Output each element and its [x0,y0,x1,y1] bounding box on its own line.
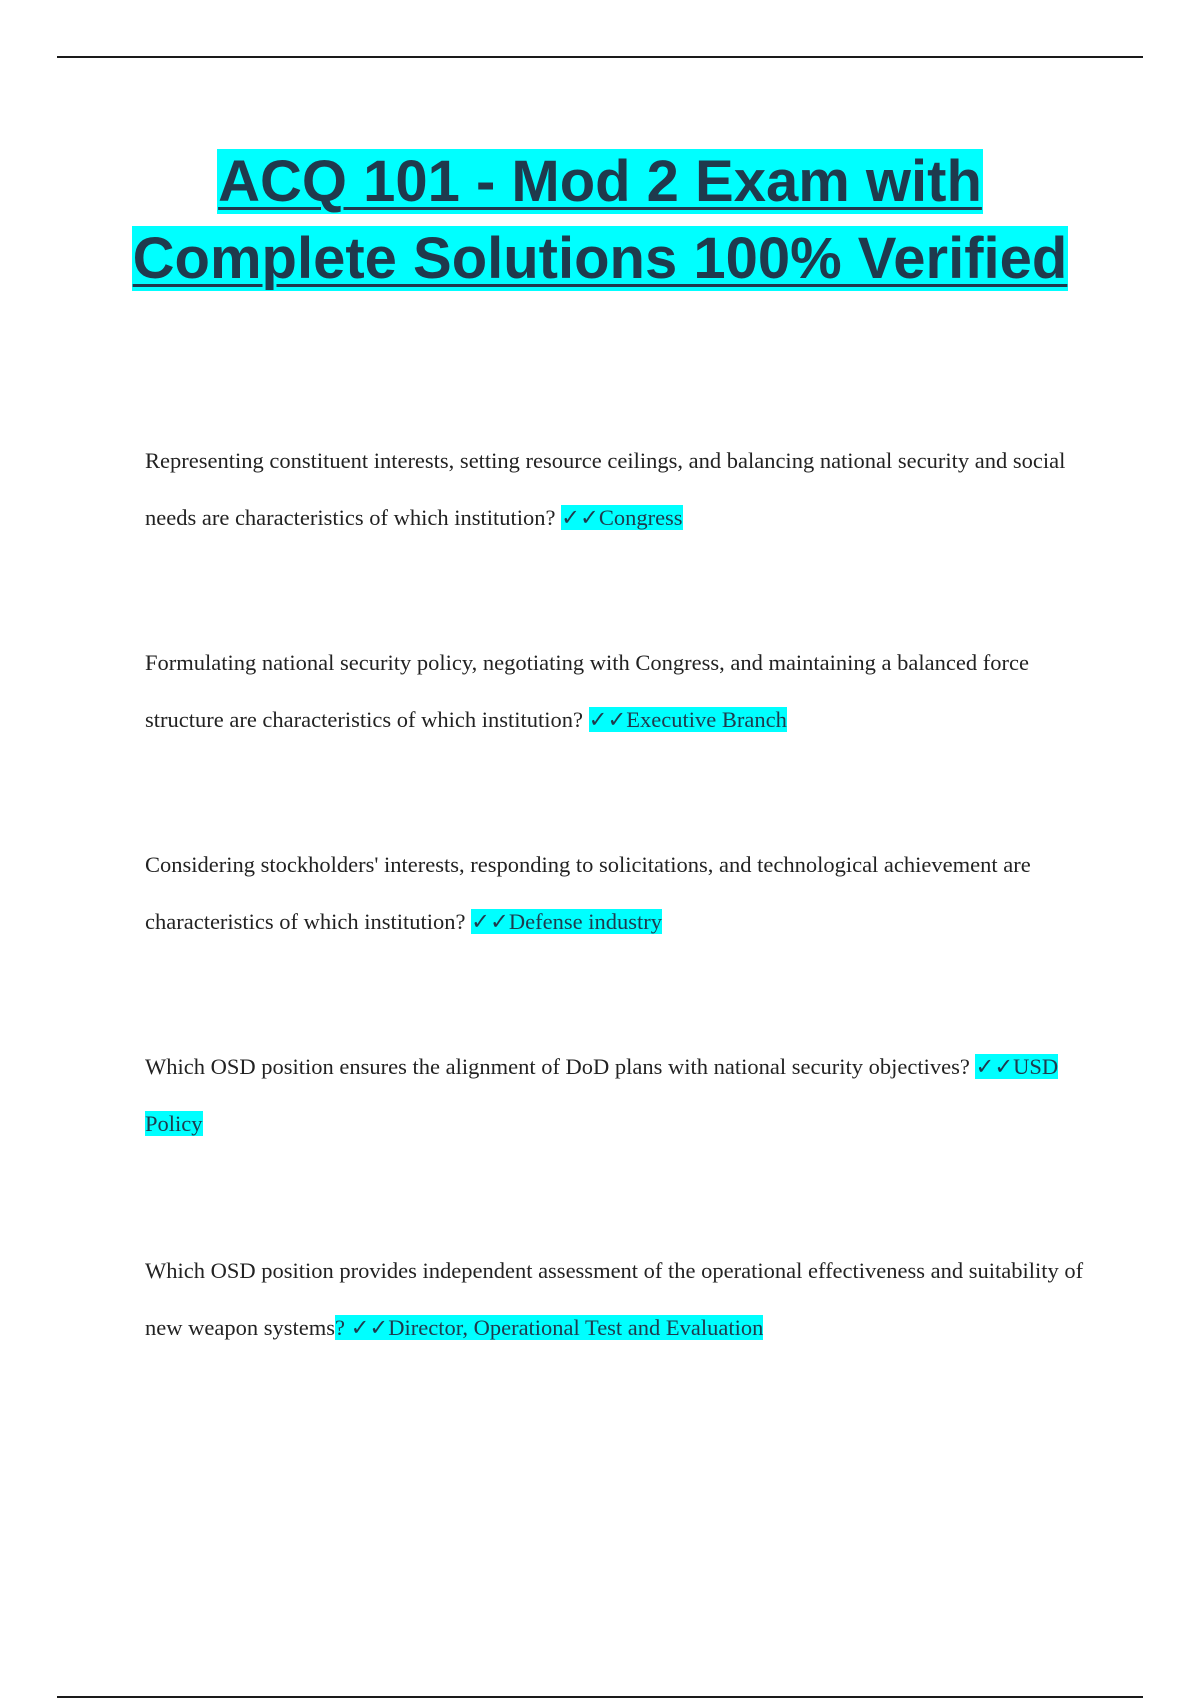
answer-highlight: ✓✓Congress [561,505,683,530]
question-text: Which OSD position provides independent assessment of the operational effectiveness and suitability of new weapon systems [145,1258,1084,1340]
title-line-2: Complete Solutions 100% Verified [132,226,1068,291]
document-title [0,143,1200,297]
qa-item-3 [145,836,1085,950]
qa-item-5 [145,1242,1085,1356]
qa-item-2 [145,634,1085,748]
answer-highlight: ✓✓Defense industry [471,909,662,934]
question-text: Representing constituent interests, setting resource ceilings, and balancing national security and social needs are characteristics of which institution? [145,448,1066,530]
question-text: Considering stockholders' interests, responding to solicitations, and technological achievement are characteristics of which institution? [145,852,1031,934]
top-rule [57,56,1143,58]
qa-item-1 [145,432,1085,546]
qa-item-4 [145,1038,1085,1152]
bottom-rule [57,1696,1143,1698]
answer-highlight: ✓✓USD Policy [145,1054,1059,1136]
answer-highlight: ? ✓✓Director, Operational Test and Evaluation [334,1315,764,1340]
question-text: Which OSD position ensures the alignment of DoD plans with national security objectives? [145,1054,976,1079]
title-line-1: ACQ 101 - Mod 2 Exam with [218,149,982,214]
question-text: Formulating national security policy, negotiating with Congress, and maintaining a balanced force structure are characteristics of which institution? [145,650,1029,732]
answer-highlight: ✓✓Executive Branch [588,707,787,732]
